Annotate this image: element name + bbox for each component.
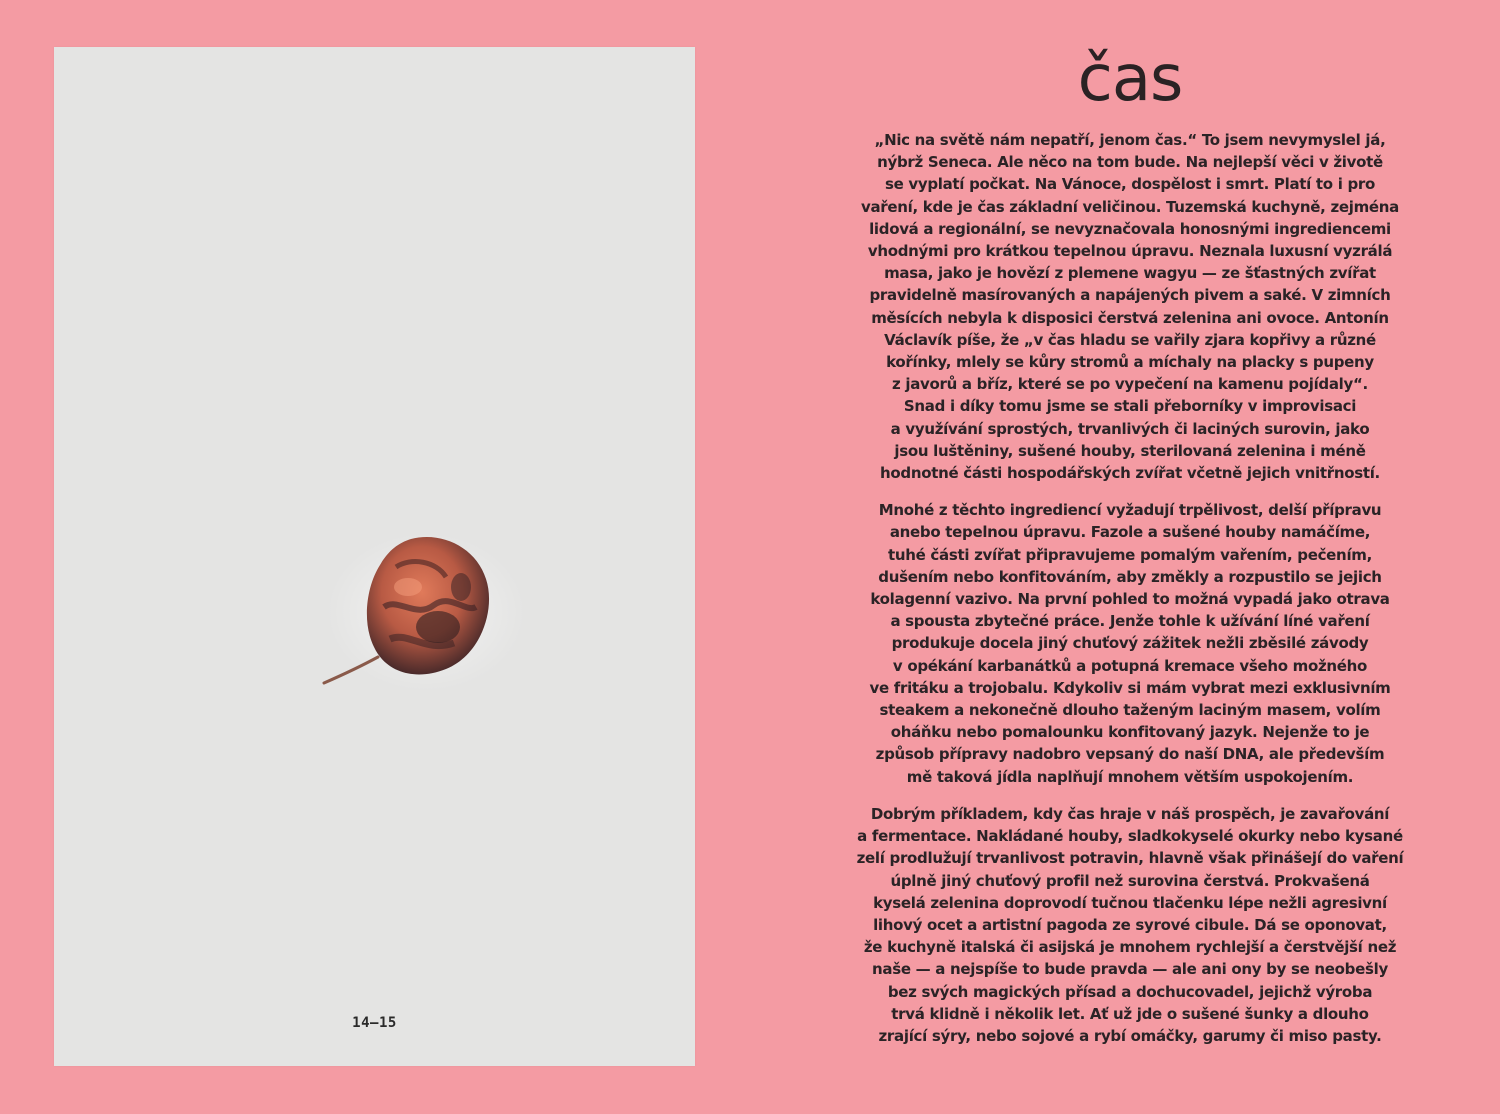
dried-fruit-icon xyxy=(316,527,536,707)
page-numbers: 14—15 xyxy=(352,1015,397,1031)
left-page xyxy=(54,47,695,1066)
body-paragraph: Mnohé z těchto ingrediencí vyžadují trpělivost, delší přípravu anebo tepelnou úpravu. Fazole a sušené houby namáčíme, tuhé části zvířat připravujeme pomalým vařením, pečením, dušením nebo konfitováním, aby změkly a rozpustilo se jejich kolagenní vazivo. Na první pohled to možná vypadá jako otrava a spousta zbytečné práce. Jenže tohle k užívání líné vaření produkuje docela jiný chuťový zážitek nežli zběsilé závody v opékání karbanátků a potupná kremace všeho možného ve fritáku a trojobalu. Kdykoliv si mám vybrat mezi exklusivním steakem a nekonečně dlouho taženým laciným masem, volím oháňku nebo pomalounku konfitovaný jazyk. Nejenže to je způsob přípravy nadobro vepsaný do naší DNA, ale především mě taková jídla naplňují mnohem větším uspokojením. xyxy=(869,501,1391,786)
body-paragraph: „Nic na světě nám nepatří, jenom čas.“ To jsem nevymyslel já, nýbrž Seneca. Ale něco na tom bude. Na nejlepší věci v životě se vyplatí počkat. Na Vánoce, dospělost i smrt. Platí to i pro vaření, kde je čas základní veličinou. Tuzemská kuchyně, zejména lidová a regionální, se nevyznačovala honosnými ingrediencemi vhodnými pro krátkou tepelnou úpravu. Neznala luxusní vyzrálá masa, jako je hovězí z plemene wagyu — ze šťastných zvířat pravidelně masírovaných a napájených pivem a saké. V zimních měsících nebyla k disposici čerstvá zelenina ani ovoce. Antonín Václavík píše, že „v čas hladu se vařily zjara kopřivy a různé kořínky, mlely se kůry stromů a míchaly na placky s pupeny z javorů a bříz, které se po vypečení na kamenu pojídaly“. Snad i díky tomu jsme se stali přeborníky v improvisaci a využívání sprostých, trvanlivých či laciných surovin, jako jsou luštěniny, sušené houby, sterilovaná zelenina i méně hodnotné části hospodářských zvířat včetně jejich vnitřností. xyxy=(860,131,1399,483)
right-page xyxy=(855,40,1405,1047)
chapter-title: čas xyxy=(1077,42,1183,116)
body-paragraph: Dobrým příkladem, kdy čas hraje v náš prospěch, je zavařování a fermentace. Nakládané houby, sladkokyselé okurky nebo kysané zelí prodlužují trvanlivost potravin, hlavně však přinášejí do vaření úplně jiný chuťový profil než surovina čerstvá. Prokvašená kyselá zelenina doprovodí tučnou tlačenku lépe nežli agresivní lihový ocet a artistní pagoda ze syrové cibule. Dá se oponovat, že kuchyně italská či asijská je mnohem rychlejší a čerstvější než naše — a nejspíše to bude pravda — ale ani ony by se neobešly bez svých magických přísad a dochucovadel, jejichž výroba trvá klidně i několik let. Ať už jde o sušené šunky a dlouho zrající sýry, nebo sojové a rybí omáčky, garumy či miso pasty. xyxy=(856,804,1404,1045)
